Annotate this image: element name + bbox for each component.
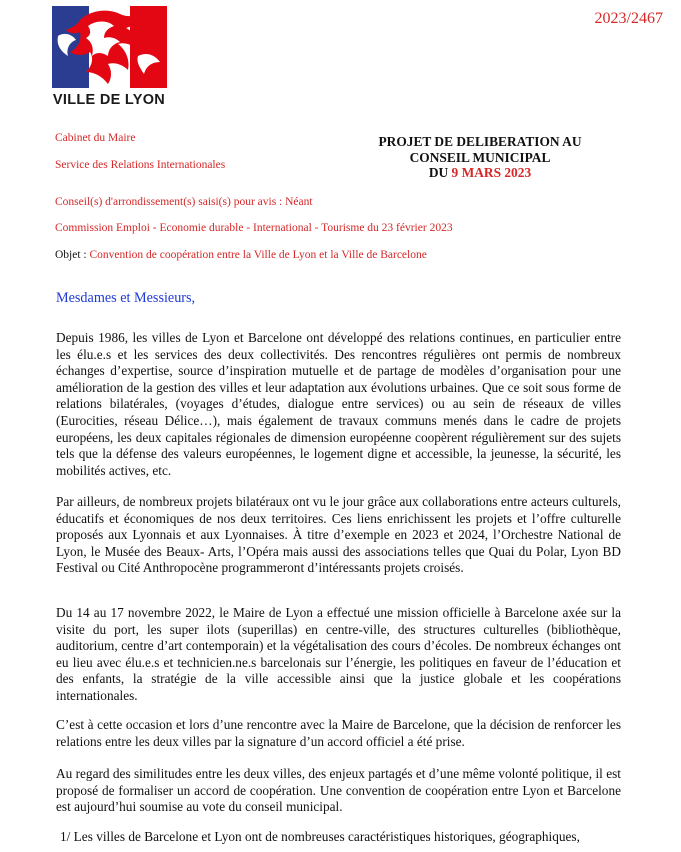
paragraph-5: Au regard des similitudes entre les deux villes, des enjeux partagés et d’une même volonté politique, il est proposé de formaliser un accord de coopération. Une convention de coopération entre Lyon et Barcelone est aujourd’hui soumise au vote du conseil municipal. xyxy=(56,766,621,815)
deliberation-reference: 2023/2467 xyxy=(594,10,663,27)
paragraph-6: 1/ Les villes de Barcelone et Lyon ont de nombreuses caractéristiques historiques, géographiques, xyxy=(60,829,580,844)
title-line-2: CONSEIL MUNICIPAL xyxy=(409,149,551,165)
salutation: Mesdames et Messieurs, xyxy=(56,290,196,306)
title-date: 9 MARS 2023 xyxy=(451,165,532,180)
service-relations-internationales: Service des Relations Internationales xyxy=(55,159,226,171)
objet-line xyxy=(55,249,427,261)
paragraph-1: Depuis 1986, les villes de Lyon et Barcelone ont développé des relations continues, en particulier entre les élu.e.s et les services des deux collectivités. Des rencontres régulières ont permis de nombreux échanges d’expertise, source d’inspiration mutuelle et de partage de modèles d’organisation pour une amélioration de la gestion des villes et leur adaptation aux évolutions urbaines. Que ce soit sous forme de relations bilatérales, (voyages d’études, dialogue entre services) ou au sein de réseaux de villes (Eurocities, réseau Délice…), mais également de travaux communs menés dans le cadre de projets européens, les deux capitales régionales de dimension européenne coopèrent régulièrement sur des sujets tels que la défense des valeurs européennes, le logement digne et accessible, la jeunesse, la sécurité, les mobilités actives, etc. xyxy=(56,330,621,478)
title-line-1: PROJET DE DELIBERATION AU xyxy=(378,134,582,149)
lion-emblem-icon xyxy=(50,6,168,92)
objet-text: Convention de coopération entre la Ville de Lyon et la Ville de Barcelone xyxy=(89,249,427,261)
logo-wordmark: VILLE DE LYON xyxy=(52,92,166,108)
title-date-prefix: DU xyxy=(428,165,449,180)
objet-label: Objet : xyxy=(55,249,87,261)
ville-de-lyon-logo xyxy=(50,6,175,106)
cabinet-du-maire: Cabinet du Maire xyxy=(55,132,136,144)
conseil-arrondissement: Conseil(s) d'arrondissement(s) saisi(s) pour avis : Néant xyxy=(55,196,313,208)
projet-deliberation-title xyxy=(330,134,630,181)
commission-line: Commission Emploi - Economie durable - International - Tourisme du 23 février 2023 xyxy=(55,222,453,234)
title-line-3 xyxy=(330,165,630,181)
paragraph-3: Du 14 au 17 novembre 2022, le Maire de Lyon a effectué une mission officielle à Barcelone axée sur la visite du port, les super ilots (superillas) en centre-ville, des structures culturelles (bibliothèque, auditorium, centre d’art contemporain) et la végétalisation des cours d’écoles. De nombreux échanges ont eu lieu avec élu.e.s et technicien.ne.s barcelonais sur l’énergie, les politiques en faveur de l’éducation et des enfants, la stratégie de la ville accessible ainsi que la justice globale et les coopérations internationales. xyxy=(56,605,621,703)
paragraph-4: C’est à cette occasion et lors d’une rencontre avec la Maire de Barcelone, que la décision de renforcer les relations entre les deux villes par la signature d’un accord officiel a été prise. xyxy=(56,717,621,749)
paragraph-2: Par ailleurs, de nombreux projets bilatéraux ont vu le jour grâce aux collaborations entre acteurs culturels, éducatifs et économiques de nos deux territoires. Ces liens enrichissent les projets et l’offre culturelle proposés aux Lyonnais et aux Lyonnaises. À titre d’exemple en 2023 et 2024, l’Orchestre National de Lyon, le Musée des Beaux- Arts, l’Opéra mais aussi des associations telles que Quai du Polar, Lyon BD Festival ou Cité Anthropocène programmeront d’intéressants projets croisés. xyxy=(56,494,621,576)
